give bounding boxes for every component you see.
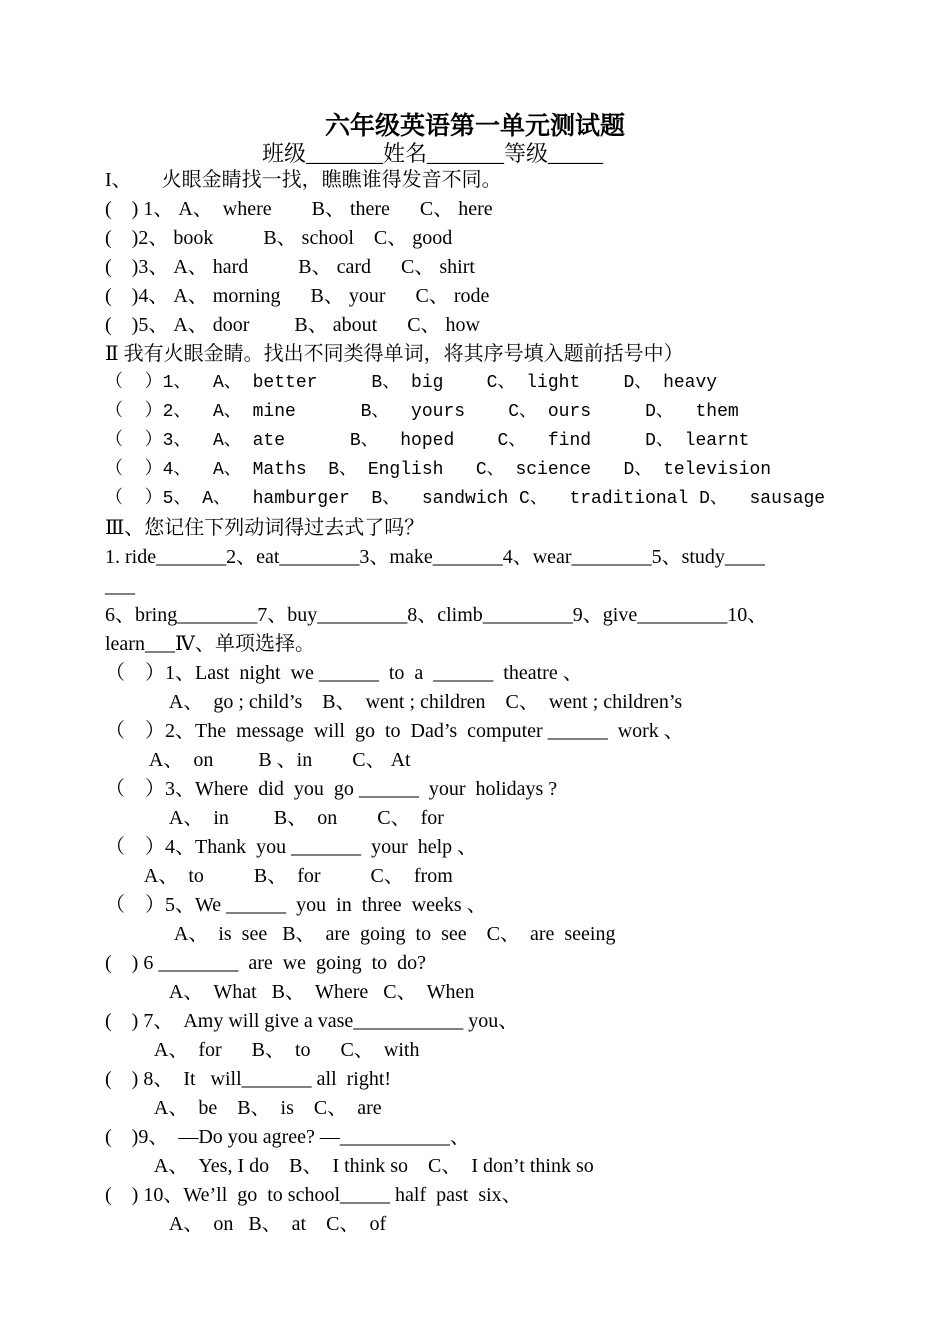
student-info-line: 班级_______姓名_______等级_____ — [262, 141, 604, 166]
question-line: （ ）3、 A、 ate B、 hoped C、 find D、 learnt — [105, 431, 750, 451]
options-line: A、 What B、 Where C、 When — [105, 981, 475, 1003]
question-line: （ ）2、The message will go to Dad’s computer ______ work 、 — [105, 720, 684, 742]
section-2-heading: Ⅱ 我有火眼金睛。找出不同类得单词，将其序号填入题前括号中） — [105, 343, 684, 365]
options-line: A、 for B、 to C、 with — [105, 1039, 420, 1061]
question-line: ( )3、 A、 hard B、 card C、 shirt — [105, 256, 475, 278]
options-line: A、 go ; child’s B、 went ; children C、 went ; children’s — [105, 691, 683, 713]
options-line: A、 is see B、 are going to see C、 are seeing — [105, 923, 616, 945]
options-line: A、 to B、 for C、 from — [105, 865, 453, 887]
question-line: （ ）4、 A、 Maths B、 English C、 science D、 television — [105, 460, 772, 480]
question-line: ( ) 8、 It will_______ all right! — [105, 1068, 392, 1090]
question-line: （ ）3、Where did you go ______ your holidays ? — [105, 778, 558, 800]
section-3-heading: Ⅲ、您记住下列动词得过去式了吗？ — [105, 517, 425, 539]
options-line: A、 Yes, I do B、 I think so C、 I don’t think so — [105, 1155, 594, 1177]
section-4-heading: learn___Ⅳ、单项选择。 — [105, 633, 315, 655]
question-line: 6、bring________7、buy_________8、climb_________9、give_________10、 — [105, 604, 768, 626]
options-line: A、 on B、 at C、 of — [105, 1213, 387, 1235]
question-line: （ ）5、We ______ you in three weeks 、 — [105, 894, 487, 916]
question-line: （ ）2、 A、 mine B、 yours C、 ours D、 them — [105, 402, 739, 422]
question-line: ( )9、 —Do you agree? —___________、 — [105, 1126, 470, 1148]
question-line: ( )4、 A、 morning B、 your C、 rode — [105, 285, 490, 307]
options-line: A、 on B 、in C、 At — [105, 749, 411, 771]
question-line: （ ）1、 A、 better B、 big C、 light D、 heavy — [105, 373, 718, 393]
question-line: （ ）5、 A、 hamburger B、 sandwich C、 traditional D、 sausage — [105, 489, 826, 509]
question-line: ___ — [105, 575, 135, 597]
question-line: （ ）1、Last night we ______ to a ______ theatre 、 — [105, 662, 583, 684]
question-line: ( ) 6 ________ are we going to do? — [105, 952, 427, 974]
question-line: ( ) 1、 A、 where B、 there C、 here — [105, 198, 493, 220]
question-line: ( )5、 A、 door B、 about C、 how — [105, 314, 480, 336]
section-1-heading: I、 火眼金睛找一找，瞧瞧谁得发音不同。 — [105, 169, 502, 191]
options-line: A、 be B、 is C、 are — [105, 1097, 382, 1119]
question-line: ( )2、 book B、 school C、 good — [105, 227, 453, 249]
question-line: （ ）4、Thank you _______ your help 、 — [105, 836, 478, 858]
options-line: A、 in B、 on C、 for — [105, 807, 444, 829]
question-line: ( ) 7、 Amy will give a vase___________ you、 — [105, 1010, 519, 1032]
question-line: 1. ride_______2、eat________3、make_______4、wear________5、study____ — [105, 546, 765, 568]
worksheet-title: 六年级英语第一单元测试题 — [324, 111, 625, 140]
question-line: ( ) 10、We’ll go to school_____ half past six、 — [105, 1184, 522, 1206]
